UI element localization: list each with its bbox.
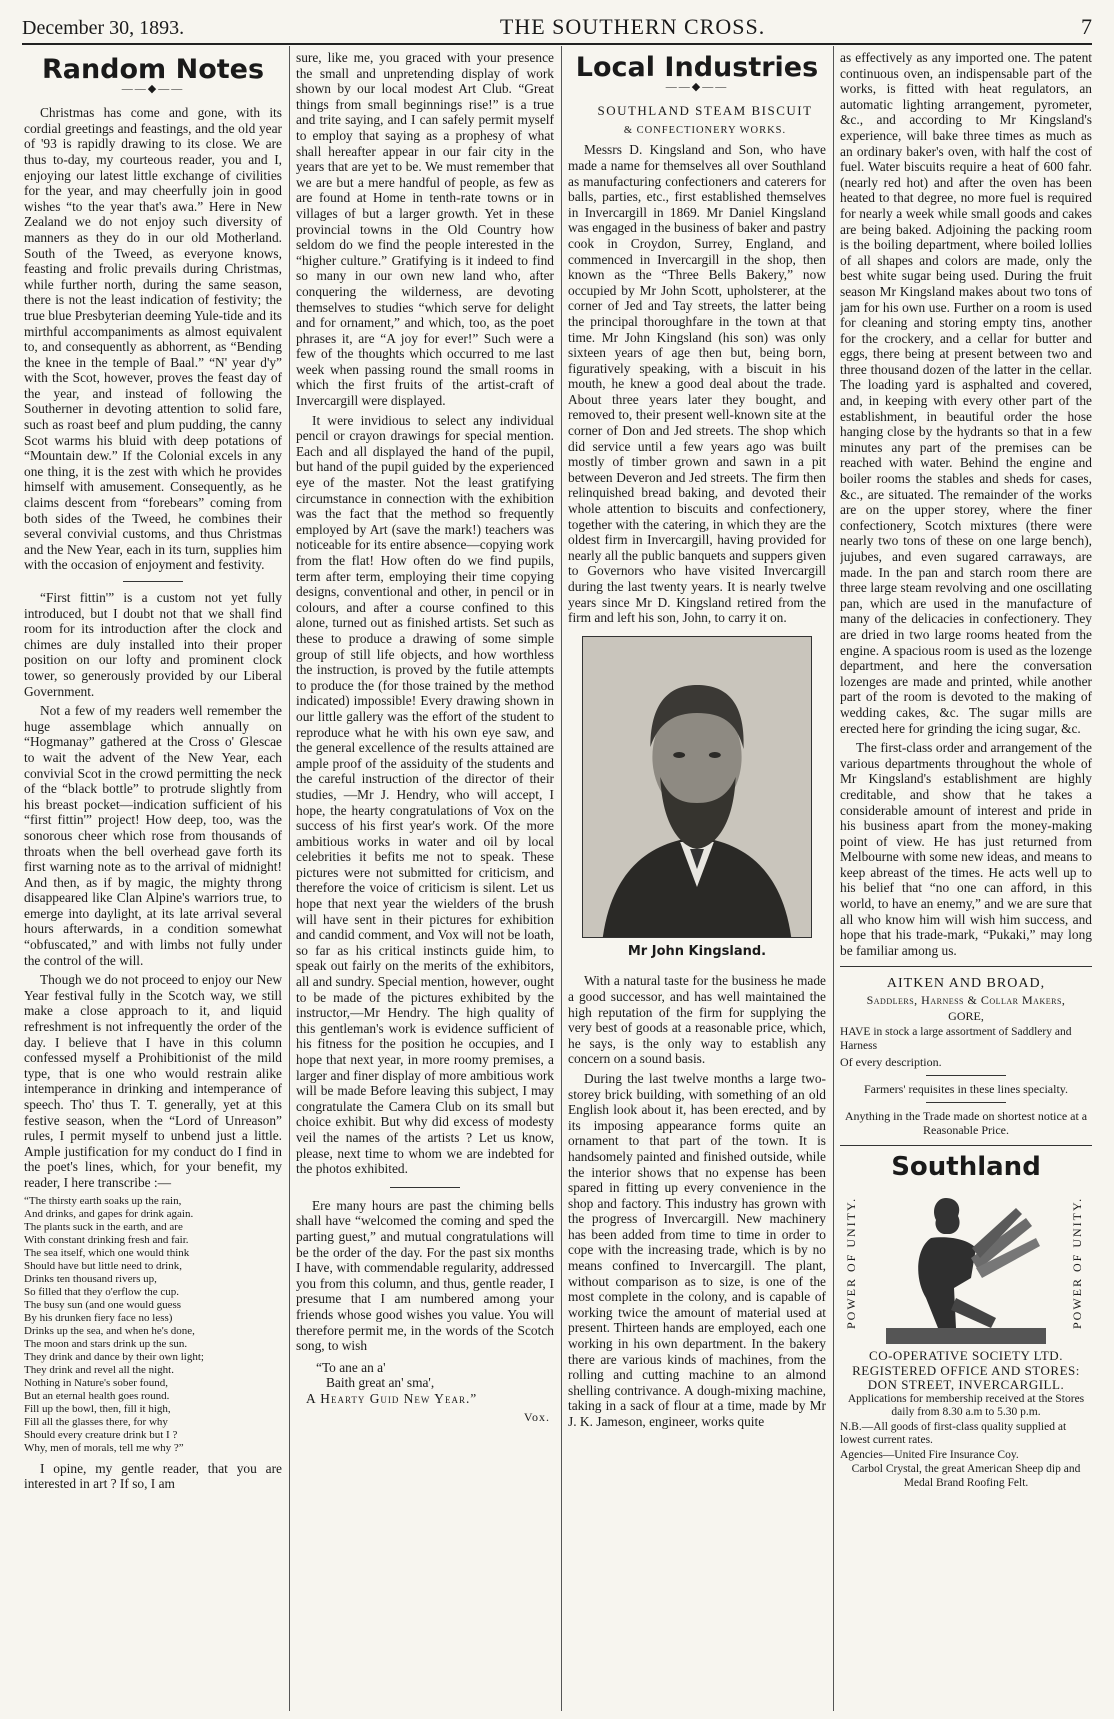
article-paragraph: Messrs D. Kingsland and Son, who have made a name for themselves all over Southland as manufacturing confectioners and caterers for balls, parties, etc., first established themselves in Invercargill in 1869. Mr Daniel Kingsland was engaged in the business of baker and pastry cook in Croydon, Surrey, England, and commenced in Invercargill in the shop, then known as the “Three Bells Bakery,” now occupied by Mr John Scott, upholsterer, at the corner of Jed and Tay streets, the latter being the principal thoroughfare in the town at that time. Mr John Kingsland (his son) was only sixteen years of age then but, being born, figuratively speaking, with a biscuit in his mouth, he knew a good deal about the trade. About three years later they bought, and removed to, their present well-known site at the corner of Don and Jed streets. The shop which did service until a few years ago was built mostly of timber grown and sawn in a pit between Deveron and Jed streets. The firm then relinquished bread baking, and devoted their whole attention to biscuits and confectionery, together with the catering, in which they are the oldest firm in Invercargill, having provided for nearly all the public banquets and suppers given to Governors who have visited Invercargill during the last twenty years. It is nearly twelve years since Mr D. Kingsland retired from the firm and left his son, John, to carry it on. [568, 142, 826, 626]
figure-illustration [874, 1178, 1058, 1348]
divider [926, 1075, 1006, 1076]
ad-description: Of every description. [840, 1055, 942, 1070]
column-random-notes [24, 50, 282, 1709]
local-industries-heading: Local Industries [575, 52, 819, 83]
bundle-of-sticks-figure-icon [874, 1178, 1058, 1348]
article-paragraph: The first-class order and arrangement of the various departments throughout the whole of Mr Kingsland's establishment are highly creditable, and show that he takes a considerable amount of interest and pride in his business apart from the money-making point of view. He has just returned from Melbourne with some new ideas, and means to keep abreast of the times. He acts well up to his belief that “no one can afford, in this world, to have an enemy,” and we are sure that all who know him will wish him success, and hope that his trade-mark, “Pukaki,” may long be familiar among us. [840, 740, 1092, 958]
ad-southland-title: Southland [891, 1152, 1041, 1183]
article-paragraph: Ere many hours are past the chiming bells shall have “welcomed the coming and sped the parting guest,” and mutual congratulations will be the order of the day. For the past six months I have, with commendable regularity, addressed you from this column, and thus, gentle reader, I presume that I am numbered among your friends whose good wishes you value. You will therefore permit me, in the words of the Scotch song, to wish [296, 1197, 554, 1354]
issue-date: December 30, 1893. [22, 17, 185, 39]
poem-line: Fill up the bowl, then, fill it high, [24, 1402, 171, 1415]
poem-line: The sea itself, which one would think [24, 1246, 190, 1259]
poem-line: Why, men of morals, tell me why ?” [24, 1441, 184, 1454]
article-paragraph: During the last twelve months a large two-storey brick building, with something of an old English look about it, has been erected, and by its imposing appearance forms quite an ornament to that part of the town. It is handsomely painted and finished outside, while the interior shows that no expense has been spared in fitting up every convenience in the shop and factory. This industry has grown with the progress of Invercargill. New machinery has been added from time to time in order to cope with the increasing trade, which is by no means confined to Invercargill. The plant, without comparison as to size, is one of the most complete in the colony, and is capable of working twice the amount of material used at present. Thirteen hands are employed, each one working in his own department. In the bakery there are various kinds of machines, from the rolling and cutting machine to an almond shelling contrivance. A dough-mixing machine, taking in a sack of flour at a time, made by Mr J. K. Jameson, engineer, works quite [568, 1070, 826, 1429]
divider [390, 1187, 460, 1188]
poem-line: Drinks ten thousand rivers up, [24, 1272, 157, 1285]
heading-ornament: ——◆—— [665, 80, 729, 93]
paper-title: THE SOUTHERN CROSS. [499, 14, 766, 39]
poem-line: “The thirsty earth soaks up the rain, [24, 1194, 182, 1207]
column-rule [833, 46, 834, 1711]
portrait-photo [582, 636, 812, 938]
random-notes-paragraph: “First fittin'” is a custom not yet fully introduced, but I doubt not that we shall find room for its introduction after the clock and chimes are duly installed into their proper position on our lofty and prominent clock tower, so generously provided by our Liberal Government. [24, 590, 282, 699]
ad-trade: Saddlers, Harness & Collar Makers, [866, 993, 1066, 1008]
column-local-industries-continued [840, 50, 1092, 1709]
poem-line: Fill all the glasses there, for why [24, 1415, 168, 1428]
random-notes-heading: Random Notes [41, 54, 265, 85]
portrait-illustration [583, 637, 811, 937]
random-notes-paragraph: Though we do not proceed to enjoy our New Year festival fully in the Scotch way, we still make a close approach to it, and liquid refreshment is not infrequently the order of the day. I believe that I have in this column confessed myself a Prohibitionist of the mild type, that is one who would restrain alike intemperance in drinking and intemperance of speech. Tho' thus T. T. generally, yet at this festive season, when the “Lord of Unreason” rules, I permit myself to unbend just a little. Ample justification for my conduct do I find in the poet's lines, which, for your benefit, my reader, I here transcribe :— [24, 972, 282, 1190]
poem-line: They drink and dance by their own light; [24, 1350, 204, 1363]
ad-requisites: Farmers' requisites in these lines specialty. [864, 1082, 1068, 1097]
ad-emblem [844, 1178, 1088, 1348]
article-paragraph: With a natural taste for the business he made a good successor, and has well maintained the high reputation of the firm for supplying the very best of goods at a reasonable price, which, he says, is the only way to establish any concern on a sound basis. [568, 973, 826, 1067]
poem-line: So filled that they o'erflow the cup. [24, 1285, 180, 1298]
column-rule [561, 46, 562, 1711]
article-paragraph: It were invidious to select any individual pencil or crayon drawings for special mention. Each and all displayed the hand of the pupil, but hand of the pupil guided by the experienced eye of the master. Not the least gratifying circumstance in connection with the exhibition was the fact that the method so frequently employed by Art (save the mark!) teachers was noticeable for its entire absence—copying work from the flat! How often do we find pupils, term after term, employing their time copying designs, conventional and other, in pencil or in colours, and after a course confined to this alone, turned out as finished artists. Set such as these to produce a drawing of some simple group of still life objects, and how worthless the instruction, is proved by the futile attempts to produce the (for those trained by the method indicated) impossible! Every drawing shown in our little gallery was the effort of the student to reproduce what he with his own eye saw, and the general excellence of the results attained are ample proof of the assiduity of the students and the careful instruction of the director of their studies, —Mr J. Hendry, who will accept, I hope, the hearty congratulations of Vox on the success of his first year's work. Of the more ambitious works in water and oil by local celebrities it befits me not to speak. These pictures were not submitted for criticism, and therefore the voice of criticism is silent. Let us hope that next year the wielders of the brush will have sent in their pictures for exhibition and candid comment, and Vox will not be loath, so far as his critical instincts guide him, to speak out fairly on the merits of the exhibitors, all and sundry. Special mention, however, ought to be made of the pictures exhibited by the instructor,—Mr Hendry. The high quality of this gentleman's work is evidence sufficient of his fitness for the position he occupies, and I hope that next year, in more roomy premises, a larger and finer display of more ambitious work will be made Before leaving this subject, I may congratulate the Camera Club on its small but choice exhibit. But why did excess of modesty veil the names of the artists ? Let us know, please, next time to whom we are indebted for the photos exhibited. [296, 412, 554, 1177]
ad-agencies: Agencies—United Fire Insurance Coy. [840, 1448, 1019, 1461]
article-subtitle-2: & CONFECTIONERY WORKS. [623, 124, 787, 136]
portrait-caption: Mr John Kingsland. [627, 943, 767, 959]
ad-side-text: POWER OF UNITY. [1070, 1197, 1084, 1330]
quote-line: “To ane an a' [316, 1359, 386, 1375]
advertisement-southland-cooperative [840, 1145, 1092, 1490]
ad-carbol: Carbol Crystal, the great American Sheep dip and Medal Brand Roofing Felt. [851, 1463, 1081, 1489]
random-notes-paragraph: Not a few of my readers well remember the huge assemblage which annually on “Hogmanay” gathered at the Cross o' Glescae to wait the advent of the New Year, each convivial Scot in the crowd permitting the neck of the “black bottle” to protrude slightly from his breast pocket—indication sufficient of his “first fittin'” project! How deep, too, was the sonorous cheer which rose from thousands of throats when the bell overhead gave forth its first warning note as to the arrival of midnight! And then, as if by magic, the mighty throng disappeared like Clan Alpine's warriors true, to emerge into daylight, at its late arrival several hours afterwards, in a condition somewhat “obfuscated,” and with limbs not fully under the control of the will. [24, 703, 282, 968]
poem-line: But an eternal health goes round. [24, 1389, 170, 1402]
column-local-industries [568, 50, 826, 1709]
poem-line: Nothing in Nature's sober found, [24, 1376, 169, 1389]
poem-line: And drinks, and gapes for drink again. [24, 1207, 194, 1220]
song-quote [306, 1360, 554, 1407]
poem-line: They drink and revel all the night. [24, 1363, 174, 1376]
poem-line: Should every creature drink but I ? [24, 1428, 178, 1441]
ad-society: CO-OPERATIVE SOCIETY LTD. [869, 1348, 1063, 1364]
poem-line: Drinks up the sea, and when he's done, [24, 1324, 195, 1337]
poem-line: By his drunken fiery face no less) [24, 1311, 173, 1324]
ad-side-text: POWER OF UNITY. [844, 1197, 858, 1330]
article-subtitle: SOUTHLAND STEAM BISCUIT [597, 103, 813, 119]
author-signature: Vox. [523, 1410, 550, 1425]
random-notes-paragraph: Christmas has come and gone, with its cordial greetings and feastings, and the old year of '93 is rapidly drawing to its close. We are thus to-day, my courteous reader, you and I, enjoying our latest little exchange of civilities for the year, and may cheerfully join in good wishes “to the year that's awa.” Here in New Zealand we do not enjoy such diversity of manners as they do in our old Motherland. South of the Tweed, as everyone knows, feasting and frolic prevails during Christmas, while further north, during the same season, there is not the least indication of festivity; the true blue Presbyterian deeming Yule-tide and its mirthful accompaniments as almost equivalent to, and consequently as abhorrent, as “Bending the knee in the temple of Baal.” “N' year d'y” with the Scot, however, proves the feast day of the year, and instead of following the Southerner in devoting attention to solid fare, such as roast beef and plum pudding, the canny Scot warms his bluid with deep potations of “Mountain dew.” If the Colonial excels in any one thing, it is the zest with which he provides himself with amusement. Consequently, as he claims descent from “forebears” coming from both sides of the Tweed, he combines their several convivial customs, and thus Christmas and the New Year, each in its turn, supplies him with the occasion of enjoyment and festivity. [24, 105, 282, 573]
page-number: 7 [1080, 14, 1092, 39]
ad-nb: N.B.—All goods of first-class quality supplied at lowest current rates. [840, 1420, 1067, 1447]
column-rule [289, 46, 290, 1711]
ad-applications: Applications for membership received at the Stores daily from 8.30 a.m to 5.30 p.m. [847, 1392, 1085, 1419]
advertisement-aitken-broad [840, 966, 1092, 1137]
ad-address: DON STREET, INVERCARGILL. [867, 1377, 1065, 1393]
poem-line: With constant drinking fresh and fair. [24, 1233, 189, 1246]
poem-line: Should have but little need to drink, [24, 1259, 182, 1272]
ad-business-name: AITKEN AND BROAD, [886, 976, 1046, 992]
random-notes-paragraph: I opine, my gentle reader, that you are interested in art ? If so, I am [24, 1460, 282, 1492]
poem-line: The moon and stars drink up the sun. [24, 1337, 188, 1350]
ad-office: REGISTERED OFFICE AND STORES: [852, 1362, 1080, 1378]
poem-line: The busy sun (and one would guess [24, 1298, 182, 1311]
heading-ornament: ——◆—— [121, 82, 185, 95]
article-paragraph: as effectively as any imported one. The patent continuous oven, an indispensable part of the works, is fitted with heat regulators, an automatic lighting arrangement, pyrometer, &c., and according to Mr Kingsland's experience, will bake three times as much as an ordinary baker's oven, with half the cost of fuel. Water biscuits require a heat of 600 fahr. (nearly red hot) and after the oven has been heated to that degree, no more fuel is required for nearly a week while small goods and cakes are being baked. Adjoining the packing room is the boiling department, where boiled lollies of all shapes and colors are made, only the best white sugar being used. During the fruit season Mr Kingsland makes about two tons of jam for his own use. Further on a room is used for cleaning and storing empty tins, another for the crockery, and a cellar for butter and eggs, there being at present between two and three thousand dozen of the latter in the cellar. The loading yard is asphalted and covered, and, in keeping with every other part of the establishment, in beautiful order the hose hanging close by the hydrants so that in a few minutes any part of the premises can be reached with water. Behind the engine and boiler rooms the stables and sheds for cases, &c., are situated. The remainder of the works are on the upper storey, where the finer confectionery, Scotch mixtures (there were nearly two tons of these on one large bench), jujubes, and even sugared carraways, are made. In the pan and starch room there are three large steam revolving and one oscillating pan, which are used in the manufacture of many of the delicacies in confectionery. They are dried in two large rooms heated from the engine. A spacious room is used as the lozenge department, and here the conversation lozenges are made and printed, while another part of the room is devoted to the making of wedding cakes, &c. The sugar mills are erected here for grinding the icing sugar, &c. [840, 50, 1092, 736]
quote-line: A Hearty Guid New Year.” [306, 1390, 478, 1406]
divider [123, 581, 183, 582]
ad-town: GORE, [948, 1009, 984, 1024]
poem-line: The plants suck in the earth, and are [24, 1220, 183, 1233]
masthead [22, 6, 1092, 45]
poem [24, 1195, 282, 1455]
quote-line: Baith great an' sma', [326, 1375, 435, 1391]
ad-notice: Anything in the Trade made on shortest notice at a Reasonable Price. [844, 1109, 1088, 1138]
ad-stock: HAVE in stock a large assortment of Saddlery and Harness [840, 1026, 1072, 1053]
column-random-notes-continued [296, 50, 554, 1709]
divider [926, 1102, 1006, 1103]
article-paragraph: sure, like me, you graced with your presence the small and unpretending display of work shown by our local modest Art Club. “Great things from small beginnings rise!” is a true and trite saying, and I can safely permit myself to employ that saying as a prophesy of what shall hereafter appear in our fair city in the years that are yet to be. We must remember that we are but a mere handful of people, as few as are found at Home in tenth-rate towns or in villages of but a larger growth. Yet in these provincial towns in the Old Country how seldom do we find the people interested in the “higher culture.” Gratifying is it indeed to find so many in our own new land who, after conquering the wilderness, are devoting themselves to studies “which serve for delight and for ornament,” and which, too, as the poet phrases it, are “A joy for ever!” Such were a few of the thoughts which occurred to me last week when passing round the small rooms in which the first fruits of the artist-craft of Invercargill were displayed. [296, 50, 554, 409]
